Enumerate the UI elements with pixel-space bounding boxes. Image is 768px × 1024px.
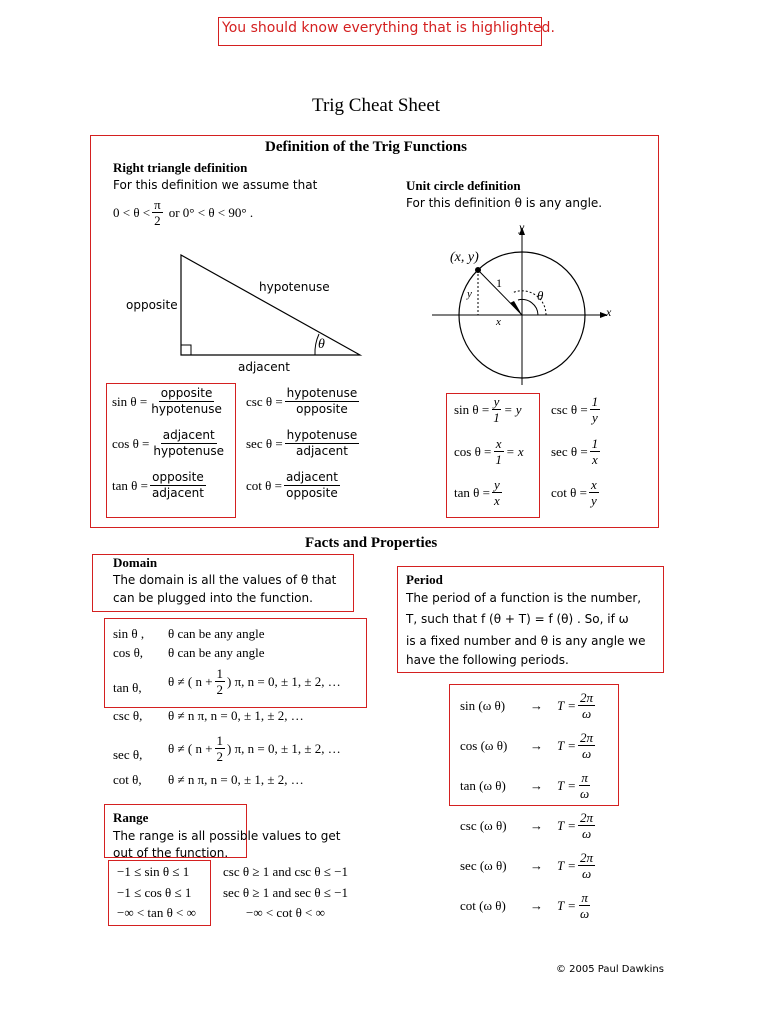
formula-lhs: tan θ =: [454, 484, 490, 500]
right-reciprocal-row: [246, 386, 361, 417]
radius-label: 1: [496, 276, 502, 290]
domain-rule: θ can be any angle: [168, 626, 265, 641]
domain-function: csc θ,: [113, 708, 143, 723]
right-formula-row: [112, 470, 208, 501]
formula-fraction2: $\frac{\text{adjacent}}{\text{opposite}}$: [285, 470, 338, 500]
formula-fraction: $\frac{y}{1}$: [493, 394, 500, 425]
period-heading: Period: [406, 572, 443, 587]
right-reciprocal-row: [246, 470, 342, 501]
domain-function: cot θ,: [113, 772, 142, 787]
formula-lhs: sec θ =: [551, 443, 588, 459]
arrow-icon: →: [530, 817, 543, 833]
right-formula-row: [112, 428, 228, 459]
formula-lhs: sec θ =: [246, 435, 283, 451]
period-text-3: is a fixed number and θ is any angle we: [406, 634, 646, 648]
domain-function: sec θ,: [113, 747, 143, 762]
formula-fraction2: $\frac{1}{x}$: [591, 436, 599, 467]
period-fraction: $\frac{\pi}{\omega}$: [580, 890, 590, 921]
formula-lhs: csc θ =: [246, 393, 283, 409]
y-axis-label: y: [519, 220, 525, 234]
formula-fraction2: $\frac{1}{y}$: [591, 394, 599, 425]
period-function: sec (ω θ): [460, 857, 507, 873]
range-text-2: out of the function.: [113, 846, 229, 860]
period-t: T =: [557, 897, 577, 913]
period-t: T =: [557, 737, 577, 753]
domain-text-1: The domain is all the values of θ that: [113, 573, 337, 587]
period-function: cos (ω θ): [460, 737, 508, 753]
domain-text-2: can be plugged into the function.: [113, 591, 313, 605]
formula-lhs: tan θ =: [112, 477, 148, 493]
right-triangle-assumption: For this definition we assume that: [113, 178, 318, 192]
unit-theta-label: θ: [537, 288, 544, 303]
range-reciprocal: sec θ ≥ 1 and sec θ ≤ −1: [223, 885, 349, 900]
period-function: tan (ω θ): [460, 777, 506, 793]
period-t: T =: [557, 857, 577, 873]
formula-lhs: cot θ =: [551, 484, 587, 500]
domain-function: sin θ ,: [113, 626, 145, 641]
formula-fraction: $\frac{\text{opposite}}{\text{hypotenuse}}$: [151, 386, 222, 416]
condition-left: 0 < θ <: [113, 204, 151, 220]
formula-fraction: $\frac{\text{adjacent}}{\text{hypotenuse}}$: [153, 428, 224, 458]
formula-lhs: cos θ =: [112, 435, 150, 451]
formula-lhs: sin θ =: [454, 401, 490, 417]
period-t: T =: [557, 817, 577, 833]
formula-fraction2: $\frac{\text{hypotenuse}}{\text{opposite}}$: [286, 386, 358, 416]
unit-circle-text: For this definition θ is any angle.: [406, 196, 603, 210]
unit-reciprocal-row: [551, 394, 602, 425]
definition-heading: Definition of the Trig Functions: [265, 139, 467, 155]
range-heading: Range: [113, 810, 149, 825]
formula-lhs: csc θ =: [551, 401, 588, 417]
period-fraction: $\frac{2\pi}{\omega}$: [580, 850, 594, 881]
period-function: sin (ω θ): [460, 697, 506, 713]
unit-formula-row: [454, 436, 524, 467]
domain-function: cos θ,: [113, 645, 144, 660]
period-fraction: $\frac{2\pi}{\omega}$: [580, 690, 594, 721]
formula-lhs: cos θ =: [454, 443, 492, 459]
period-fraction: $\frac{\pi}{\omega}$: [580, 770, 590, 801]
right-triangle-heading: Right triangle definition: [113, 160, 248, 175]
half-fraction: $\frac{1}{2}$: [216, 666, 224, 697]
arrow-icon: →: [530, 697, 543, 713]
period-row: [460, 850, 597, 881]
range-basic: −∞ < tan θ < ∞: [117, 905, 196, 920]
theta-label: θ: [318, 337, 325, 352]
facts-heading: Facts and Properties: [305, 535, 438, 551]
highlight-note: You should know everything that is highlighted.: [222, 20, 555, 36]
domain-rule: θ ≠ ( n + $\frac{1}{2}$ ) π, n = 0, ± 1, ± 2, …: [168, 666, 341, 697]
domain-rule: θ ≠ n π, n = 0, ± 1, ± 2, …: [168, 772, 304, 787]
period-row: [460, 770, 593, 801]
formula-fraction2: $\frac{x}{y}$: [590, 477, 597, 508]
domain-rule: θ can be any angle: [168, 645, 265, 660]
point-label: (x, y): [450, 250, 479, 265]
period-row: [460, 690, 597, 721]
formula-fraction2: $\frac{\text{hypotenuse}}{\text{adjacent}}$: [286, 428, 358, 458]
period-row: [460, 810, 597, 841]
formula-fraction: $\frac{\text{opposite}}{\text{adjacent}}$: [151, 470, 204, 500]
formula-lhs: cot θ =: [246, 477, 282, 493]
right-reciprocal-row: [246, 428, 361, 459]
range-text-1: The range is all possible values to get: [113, 829, 341, 843]
range-basic: −1 ≤ cos θ ≤ 1: [117, 885, 192, 900]
period-fraction: $\frac{2\pi}{\omega}$: [580, 730, 594, 761]
unit-formula-row: [454, 477, 504, 508]
copyright: © 2005 Paul Dawkins: [556, 964, 664, 975]
domain-rule: θ ≠ n π, n = 0, ± 1, ± 2, …: [168, 708, 304, 723]
period-function: cot (ω θ): [460, 897, 506, 913]
range-reciprocal: −∞ < cot θ < ∞: [246, 905, 325, 920]
domain-rule: θ ≠ ( n + $\frac{1}{2}$ ) π, n = 0, ± 1, ± 2, …: [168, 733, 341, 764]
period-text-2: T, such that f (θ + T) = f (θ) . So, if ω: [406, 612, 629, 626]
formula-rhs: = y: [503, 401, 522, 417]
x-segment-label: x: [496, 316, 501, 328]
angle-condition: [113, 197, 253, 228]
arrow-icon: →: [530, 857, 543, 873]
formula-rhs: = x: [505, 443, 524, 459]
half-fraction: $\frac{1}{2}$: [216, 733, 224, 764]
hypotenuse-label: hypotenuse: [259, 280, 330, 294]
pi-over-two: $\frac{\pi}{2}$: [154, 197, 161, 228]
period-row: [460, 730, 597, 761]
formula-fraction: $\frac{y}{x}$: [493, 477, 500, 508]
unit-reciprocal-row: [551, 436, 602, 467]
unit-formula-row: [454, 394, 522, 425]
unit-circle-heading: Unit circle definition: [406, 178, 521, 193]
range-reciprocal: csc θ ≥ 1 and csc θ ≤ −1: [223, 864, 349, 879]
period-fraction: $\frac{2\pi}{\omega}$: [580, 810, 594, 841]
page-title: Trig Cheat Sheet: [312, 95, 441, 116]
domain-heading: Domain: [113, 555, 158, 570]
unit-reciprocal-row: [551, 477, 601, 508]
period-row: [460, 890, 593, 921]
condition-right: or 0° < θ < 90° .: [168, 204, 254, 220]
period-text-4: have the following periods.: [406, 653, 569, 667]
right-formula-row: [112, 386, 226, 417]
x-axis-label: x: [606, 305, 612, 319]
period-t: T =: [557, 777, 577, 793]
period-function: csc (ω θ): [460, 817, 507, 833]
arrow-icon: →: [530, 737, 543, 753]
range-basic: −1 ≤ sin θ ≤ 1: [117, 864, 190, 879]
formula-fraction: $\frac{x}{1}$: [495, 436, 502, 467]
period-t: T =: [557, 697, 577, 713]
adjacent-label: adjacent: [238, 360, 290, 374]
y-segment-label: y: [467, 288, 472, 300]
opposite-label: opposite: [126, 298, 178, 312]
arrow-icon: →: [530, 777, 543, 793]
period-text-1: The period of a function is the number,: [406, 591, 642, 605]
formula-lhs: sin θ =: [112, 393, 148, 409]
arrow-icon: →: [530, 897, 543, 913]
domain-function: tan θ,: [113, 680, 142, 695]
